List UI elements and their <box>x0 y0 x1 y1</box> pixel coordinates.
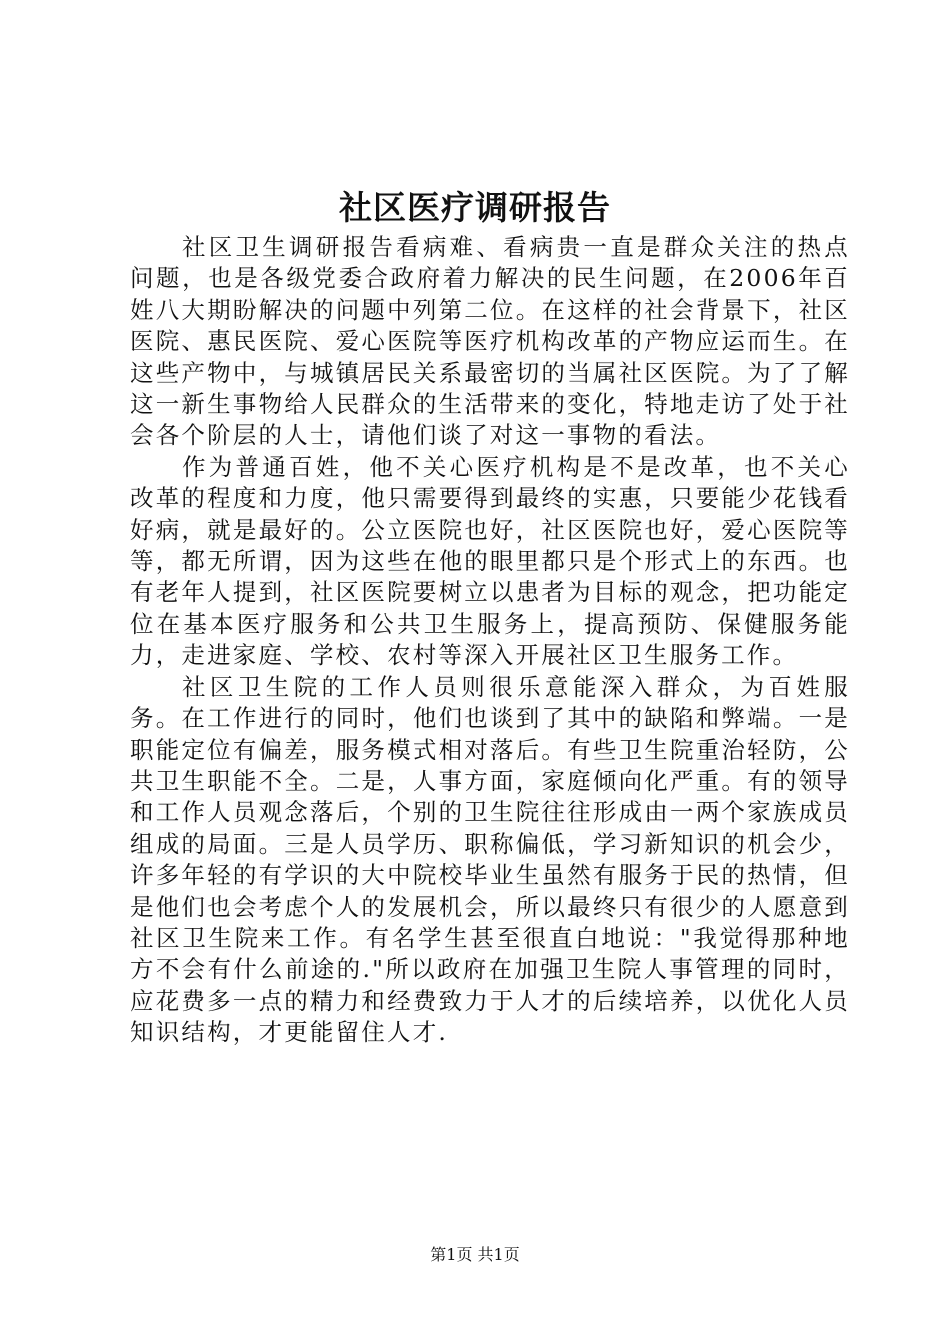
paragraph-1: 社区卫生调研报告看病难、看病贵一直是群众关注的热点问题，也是各级党委合政府着力解决的民生问题，在2006年百姓八大期盼解决的问题中列第二位。在这样的社会背景下，社区医院、惠民医院、爱心医院等医疗机构改革的产物应运而生。在这些产物中，与城镇居民关系最密切的当属社区医院。为了了解这一新生事物给人民群众的生活带来的变化，特地走访了处于社会各个阶层的人士，请他们谈了对这一事物的看法。 <box>130 233 850 450</box>
page-footer: 第1页 共1页 <box>430 1245 520 1264</box>
paragraph-3: 社区卫生院的工作人员则很乐意能深入群众，为百姓服务。在工作进行的同时，他们也谈到了其中的缺陷和弊端。一是职能定位有偏差，服务模式相对落后。有些卫生院重治轻防，公共卫生职能不全。二是，人事方面，家庭倾向化严重。有的领导和工作人员观念落后，个别的卫生院往往形成由一两个家族成员组成的局面。三是人员学历、职称偏低，学习新知识的机会少，许多年轻的有学识的大中院校毕业生虽然有服务于民的热情，但是他们也会考虑个人的发展机会，所以最终只有很少的人愿意到社区卫生院来工作。有名学生甚至很直白地说："我觉得那种地方不会有什么前途的."所以政府在加强卫生院人事管理的同时，应花费多一点的精力和经费致力于人才的后续培养，以优化人员知识结构，才更能留住人才. <box>130 672 850 1047</box>
document-body <box>130 232 850 1049</box>
paragraph-2: 作为普通百姓，他不关心医疗机构是不是改革，也不关心改革的程度和力度，他只需要得到最终的实惠，只要能少花钱看好病，就是最好的。公立医院也好，社区医院也好，爱心医院等等，都无所谓，因为这些在他的眼里都只是个形式上的东西。也有老年人提到，社区医院要树立以患者为目标的观念，把功能定位在基本医疗服务和公共卫生服务上，提高预防、保健服务能力，走进家庭、学校、农村等深入开展社区卫生服务工作。 <box>130 452 850 670</box>
document-title: 社区医疗调研报告 <box>339 188 611 227</box>
